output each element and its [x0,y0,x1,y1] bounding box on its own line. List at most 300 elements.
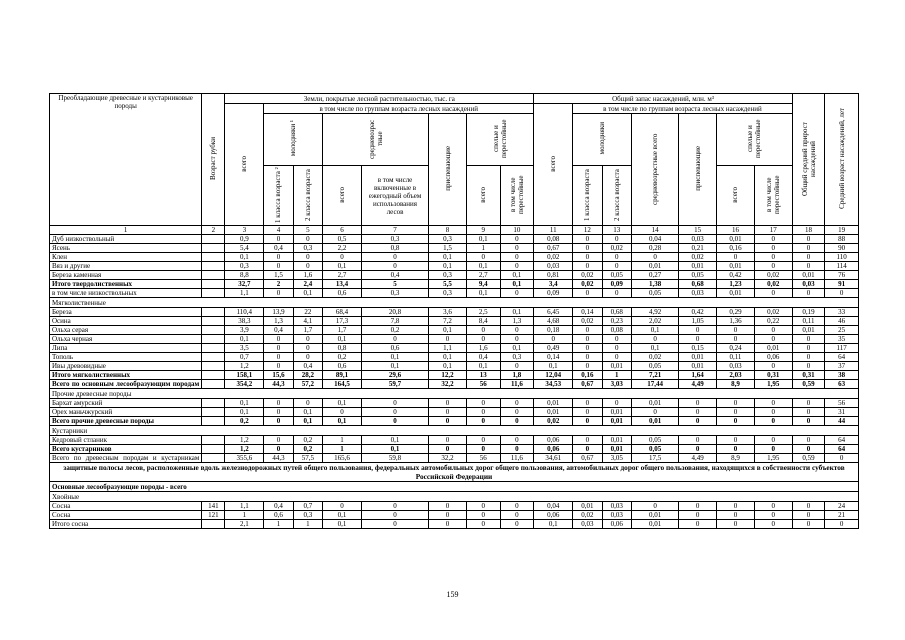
table-row [50,253,859,262]
value-cell: 0 [792,362,825,371]
row-name: Береза [50,308,202,317]
value-cell: 0 [293,335,322,344]
table-row [50,335,859,344]
value-cell: 0,1 [323,511,362,520]
value-cell: 0,1 [466,235,500,244]
value-cell: 0,7 [293,502,322,511]
value-cell: 2,7 [466,271,500,280]
value-cell: 1,3 [500,317,534,326]
row-name: Итого сосна [50,520,202,529]
value-cell: 0 [573,408,602,417]
value-cell: 1 [602,371,631,380]
stock-middle-header: средневозрастные всего [631,114,678,226]
value-cell: 37 [825,362,859,371]
value-cell: 0 [429,399,467,408]
value-cell: 0,4 [264,502,293,511]
value-cell: 0 [500,520,534,529]
value-cell: 0,22 [754,317,792,326]
value-cell: 0,06 [534,436,573,445]
value-cell: 0 [500,326,534,335]
value-cell: 0,01 [792,326,825,335]
value-cell: 0,1 [293,417,322,426]
value-cell: 0,1 [500,308,534,317]
value-cell: 1,6 [466,344,500,353]
value-cell: 0,01 [679,353,717,362]
row-name: Дуб низкоствольный [50,235,202,244]
value-cell: 0 [500,408,534,417]
value-cell: 0 [679,520,717,529]
value-cell: 0 [792,344,825,353]
value-cell: 46 [825,317,859,326]
value-cell: 0 [264,436,293,445]
column-number-cell: 16 [717,226,755,235]
value-cell: 0,11 [792,317,825,326]
value-cell: 0 [466,502,500,511]
value-cell: 110 [825,253,859,262]
value-cell: 0 [825,454,859,463]
value-cell: 0 [679,511,717,520]
value-cell: 0,49 [534,344,573,353]
value-cell: 0,01 [602,408,631,417]
value-cell: 0,01 [679,362,717,371]
value-cell: 0 [602,253,631,262]
value-cell: 12,04 [534,371,573,380]
table-row [50,482,859,492]
value-cell: 0,1 [429,262,467,271]
value-cell: 0 [717,399,755,408]
value-cell: 2 [264,280,293,289]
value-cell: 0,06 [602,520,631,529]
value-cell: 0,8 [361,244,428,253]
value-cell: 0,03 [679,235,717,244]
value-cell: 0 [792,235,825,244]
value-cell: 0 [631,408,678,417]
value-cell: 0,27 [631,271,678,280]
value-cell: 0,3 [500,353,534,362]
value-cell: 44,3 [264,454,293,463]
value-cell: 0,2 [225,417,264,426]
value-cell: 0,1 [534,520,573,529]
value-cell: 0 [754,326,792,335]
table-row [50,408,859,417]
value-cell: 32,2 [429,380,467,389]
value-cell: 0,1 [323,417,362,426]
table-row [50,417,859,426]
value-cell: 0 [573,253,602,262]
value-cell: 1,2 [225,362,264,371]
value-cell: 0,4 [264,244,293,253]
row-name: Ивы древовидные [50,362,202,371]
value-cell: 0,06 [754,353,792,362]
table-row [50,280,859,289]
value-cell: 0 [264,445,293,454]
value-cell: 0 [792,417,825,426]
row-group-label: Мягколиственные [50,298,859,308]
value-cell: 0 [631,335,678,344]
value-cell: 0,01 [631,399,678,408]
value-cell: 76 [825,271,859,280]
value-cell: 91 [825,280,859,289]
value-cell: 2,2 [323,244,362,253]
value-cell: 59,7 [361,380,428,389]
value-cell: 0 [293,235,322,244]
value-cell: 44,3 [264,380,293,389]
value-cell: 1,3 [264,317,293,326]
value-cell: 0 [429,520,467,529]
value-cell: 0 [323,502,362,511]
value-cell: 38,3 [225,317,264,326]
value-cell: 0 [323,408,362,417]
row-name: Орех маньчжурский [50,408,202,417]
value-cell: 1,6 [293,271,322,280]
value-cell: 0,3 [361,235,428,244]
value-cell: 0 [679,417,717,426]
value-cell: 0,8 [323,344,362,353]
lands-young-header: молодняки ¹ [264,114,323,166]
row-name: Бархат амурский [50,399,202,408]
value-cell: 0,01 [792,271,825,280]
value-cell: 0 [361,502,428,511]
value-cell: 9,4 [466,280,500,289]
value-cell: 354,2 [225,380,264,389]
value-cell: 0 [264,362,293,371]
value-cell: 0,16 [573,371,602,380]
value-cell: 12,2 [429,371,467,380]
value-cell: 1,5 [429,244,467,253]
value-cell: 0,02 [573,511,602,520]
lands-total-header: всего [225,104,264,226]
value-cell: 0,68 [679,280,717,289]
value-cell: 1 [225,511,264,520]
value-cell: 4,92 [631,308,678,317]
value-cell: 1,23 [717,280,755,289]
value-cell [202,308,225,317]
value-cell: 0 [264,353,293,362]
value-cell: 31 [825,408,859,417]
value-cell [202,235,225,244]
value-cell: 0,06 [534,511,573,520]
value-cell: 0,9 [225,235,264,244]
value-cell: 13,9 [264,308,293,317]
value-cell [202,317,225,326]
table-row [50,298,859,308]
table-row [50,371,859,380]
value-cell: 0 [792,353,825,362]
value-cell [202,520,225,529]
value-cell: 3,9 [225,326,264,335]
value-cell: 56 [466,454,500,463]
lands-ripening-header: приспевающие [429,114,467,226]
value-cell: 0 [679,399,717,408]
value-cell: 0,05 [631,289,678,298]
value-cell: 0,21 [679,244,717,253]
lands-middle-header: средневозрас тные [323,114,429,166]
value-cell: 0,67 [534,244,573,253]
value-cell: 38 [825,371,859,380]
value-cell: 0,02 [754,280,792,289]
value-cell: 0 [679,502,717,511]
value-cell [202,436,225,445]
value-cell: 64 [825,436,859,445]
column-number-cell: 7 [361,226,428,235]
value-cell: 0,09 [534,289,573,298]
value-cell: 7,2 [429,317,467,326]
value-cell: 1,1 [225,502,264,511]
value-cell: 25 [825,326,859,335]
value-cell: 13,4 [323,280,362,289]
value-cell [202,445,225,454]
column-number-row [50,226,859,235]
value-cell: 0 [500,417,534,426]
value-cell: 0 [264,417,293,426]
table-row [50,502,859,511]
value-cell: 0,05 [631,436,678,445]
value-cell: 1,8 [500,371,534,380]
value-cell: 0,02 [679,253,717,262]
value-cell: 0,02 [573,271,602,280]
value-cell: 0 [264,289,293,298]
value-cell: 0,31 [792,371,825,380]
value-cell: 68,4 [323,308,362,317]
value-cell: 11,6 [500,380,534,389]
value-cell: 0,1 [429,353,467,362]
value-cell: 4,49 [679,380,717,389]
value-cell: 0 [466,399,500,408]
value-cell: 0,3 [293,244,322,253]
value-cell: 0 [293,399,322,408]
value-cell: 0 [573,399,602,408]
value-cell: 8,9 [717,454,755,463]
value-cell: 0 [466,520,500,529]
value-cell: 4,1 [293,317,322,326]
value-cell: 0 [500,262,534,271]
value-cell: 0 [792,399,825,408]
row-name: Сосна [50,511,202,520]
value-cell: 0 [792,520,825,529]
value-cell: 0 [500,436,534,445]
lands-mature-header: спелые и перестойные [466,114,533,166]
table-row [50,289,859,298]
value-cell: 0 [293,253,322,262]
value-cell [202,362,225,371]
value-cell [202,262,225,271]
value-cell: 2,5 [466,308,500,317]
value-cell: 0 [466,335,500,344]
value-cell: 34,61 [534,454,573,463]
row-name: Липа [50,344,202,353]
value-cell: 0 [429,445,467,454]
value-cell: 1,1 [429,344,467,353]
value-cell: 0,18 [534,326,573,335]
value-cell: 0 [754,436,792,445]
value-cell: 0,01 [717,262,755,271]
value-cell: 0 [500,502,534,511]
value-cell: 121 [202,511,225,520]
forest-stock-table [49,93,859,529]
avg-growth-header: Общий средний прирост насаждений [792,94,825,226]
value-cell: 0,24 [717,344,755,353]
lands-middle-total-header: всего [323,166,362,226]
value-cell: 0 [717,502,755,511]
value-cell: 164,5 [323,380,362,389]
value-cell: 114 [825,262,859,271]
value-cell: 0 [466,417,500,426]
value-cell: 0 [754,235,792,244]
value-cell: 1,36 [717,317,755,326]
value-cell: 0 [361,520,428,529]
value-cell: 0,4 [361,271,428,280]
value-cell: 13 [466,371,500,380]
value-cell: 17,5 [631,454,678,463]
stock-total-header: всего [534,104,573,226]
section-title: защитные полосы лесов, расположенные вдоль железнодорожных путей общего пользования, федеральных автомобильных дорог общего пользования, автомобильных дорог общего пользования, находящихся в собственности субъектов Российской Федерации [50,463,859,482]
table-row [50,445,859,454]
value-cell: 0,59 [792,454,825,463]
value-cell: 1,5 [264,271,293,280]
value-cell: 0,14 [534,353,573,362]
value-cell: 0,05 [631,445,678,454]
column-number-cell: 13 [602,226,631,235]
value-cell: 0 [264,335,293,344]
value-cell: 0 [500,253,534,262]
stock-ripening-header: приспевающие [679,114,717,226]
value-cell: 0 [792,244,825,253]
stock-sub-header: в том числе по группам возраста лесных насаждений [573,104,793,114]
value-cell: 0 [631,502,678,511]
value-cell: 0 [429,417,467,426]
value-cell: 1 [293,520,322,529]
column-number-cell: 8 [429,226,467,235]
value-cell: 0 [534,335,573,344]
value-cell: 0 [573,445,602,454]
value-cell: 0,1 [323,399,362,408]
column-number-cell: 10 [500,226,534,235]
value-cell [202,353,225,362]
value-cell: 0 [573,262,602,271]
value-cell: 0 [679,445,717,454]
value-cell: 0 [573,326,602,335]
value-cell: 0 [293,262,322,271]
value-cell: 0 [717,335,755,344]
value-cell: 0 [717,326,755,335]
value-cell: 0 [679,326,717,335]
table-row [50,511,859,520]
value-cell: 15,6 [264,371,293,380]
value-cell: 0 [754,511,792,520]
value-cell: 0,03 [602,511,631,520]
value-cell: 0,23 [602,317,631,326]
value-cell: 0,14 [573,308,602,317]
value-cell: 33 [825,308,859,317]
table-row [50,244,859,253]
value-cell: 0 [466,445,500,454]
value-cell: 0,01 [602,436,631,445]
value-cell: 0,01 [631,262,678,271]
value-cell: 0,1 [500,344,534,353]
value-cell: 0,1 [323,335,362,344]
stock-class2-header: 2 класса возраста [602,166,631,226]
column-number-cell: 5 [293,226,322,235]
stock-mature-over-header: в том числе перестойные [754,166,792,226]
value-cell: 0,08 [534,235,573,244]
value-cell: 0,1 [225,253,264,262]
value-cell: 17,3 [323,317,362,326]
value-cell: 1,2 [225,436,264,445]
table-row [50,344,859,353]
value-cell: 0 [754,502,792,511]
value-cell: 0 [573,244,602,253]
value-cell: 1 [264,520,293,529]
value-cell: 165,6 [323,454,362,463]
value-cell: 0,1 [293,289,322,298]
value-cell: 0,1 [225,408,264,417]
value-cell: 0 [679,408,717,417]
table-row [50,262,859,271]
value-cell: 0,5 [323,235,362,244]
value-cell: 90 [825,244,859,253]
table-row [50,380,859,389]
value-cell: 0 [361,399,428,408]
value-cell: 0,03 [602,502,631,511]
value-cell: 0 [792,289,825,298]
value-cell: 0,4 [264,326,293,335]
value-cell: 0,1 [631,326,678,335]
value-cell: 0 [792,408,825,417]
value-cell: 0 [500,289,534,298]
value-cell: 0,42 [717,271,755,280]
row-group-label: Основные лесообразующие породы - всего [50,482,859,492]
value-cell: 3,03 [602,380,631,389]
value-cell: 0,6 [361,344,428,353]
value-cell: 2,7 [323,271,362,280]
page-number: 159 [446,590,459,599]
value-cell: 0,01 [631,511,678,520]
row-name: Сосна [50,502,202,511]
value-cell: 0 [602,344,631,353]
value-cell: 2,1 [225,520,264,529]
value-cell: 0 [754,335,792,344]
value-cell: 29,6 [361,371,428,380]
value-cell: 0 [500,445,534,454]
value-cell: 0 [361,511,428,520]
row-name: Осина [50,317,202,326]
value-cell: 1 [323,445,362,454]
column-number-cell: 1 [50,226,202,235]
value-cell: 0,31 [754,371,792,380]
value-cell: 0 [754,289,792,298]
value-cell: 0 [264,235,293,244]
value-cell: 8,8 [225,271,264,280]
stock-group-header: Общий запас насаждений, млн. м³ [534,94,792,104]
value-cell [202,326,225,335]
value-cell: 0 [792,445,825,454]
value-cell: 0 [602,399,631,408]
value-cell: 0,02 [573,280,602,289]
value-cell: 0 [602,262,631,271]
value-cell: 0,05 [602,271,631,280]
value-cell [202,408,225,417]
value-cell: 0,08 [602,326,631,335]
value-cell: 2,02 [631,317,678,326]
value-cell: 0 [573,417,602,426]
lands-mature-over-header: в том числе перестойные [500,166,534,226]
value-cell: 0 [429,502,467,511]
value-cell: 0 [754,399,792,408]
value-cell: 0,01 [717,289,755,298]
value-cell: 0,3 [361,289,428,298]
value-cell: 0,2 [293,436,322,445]
column-number-cell: 19 [825,226,859,235]
